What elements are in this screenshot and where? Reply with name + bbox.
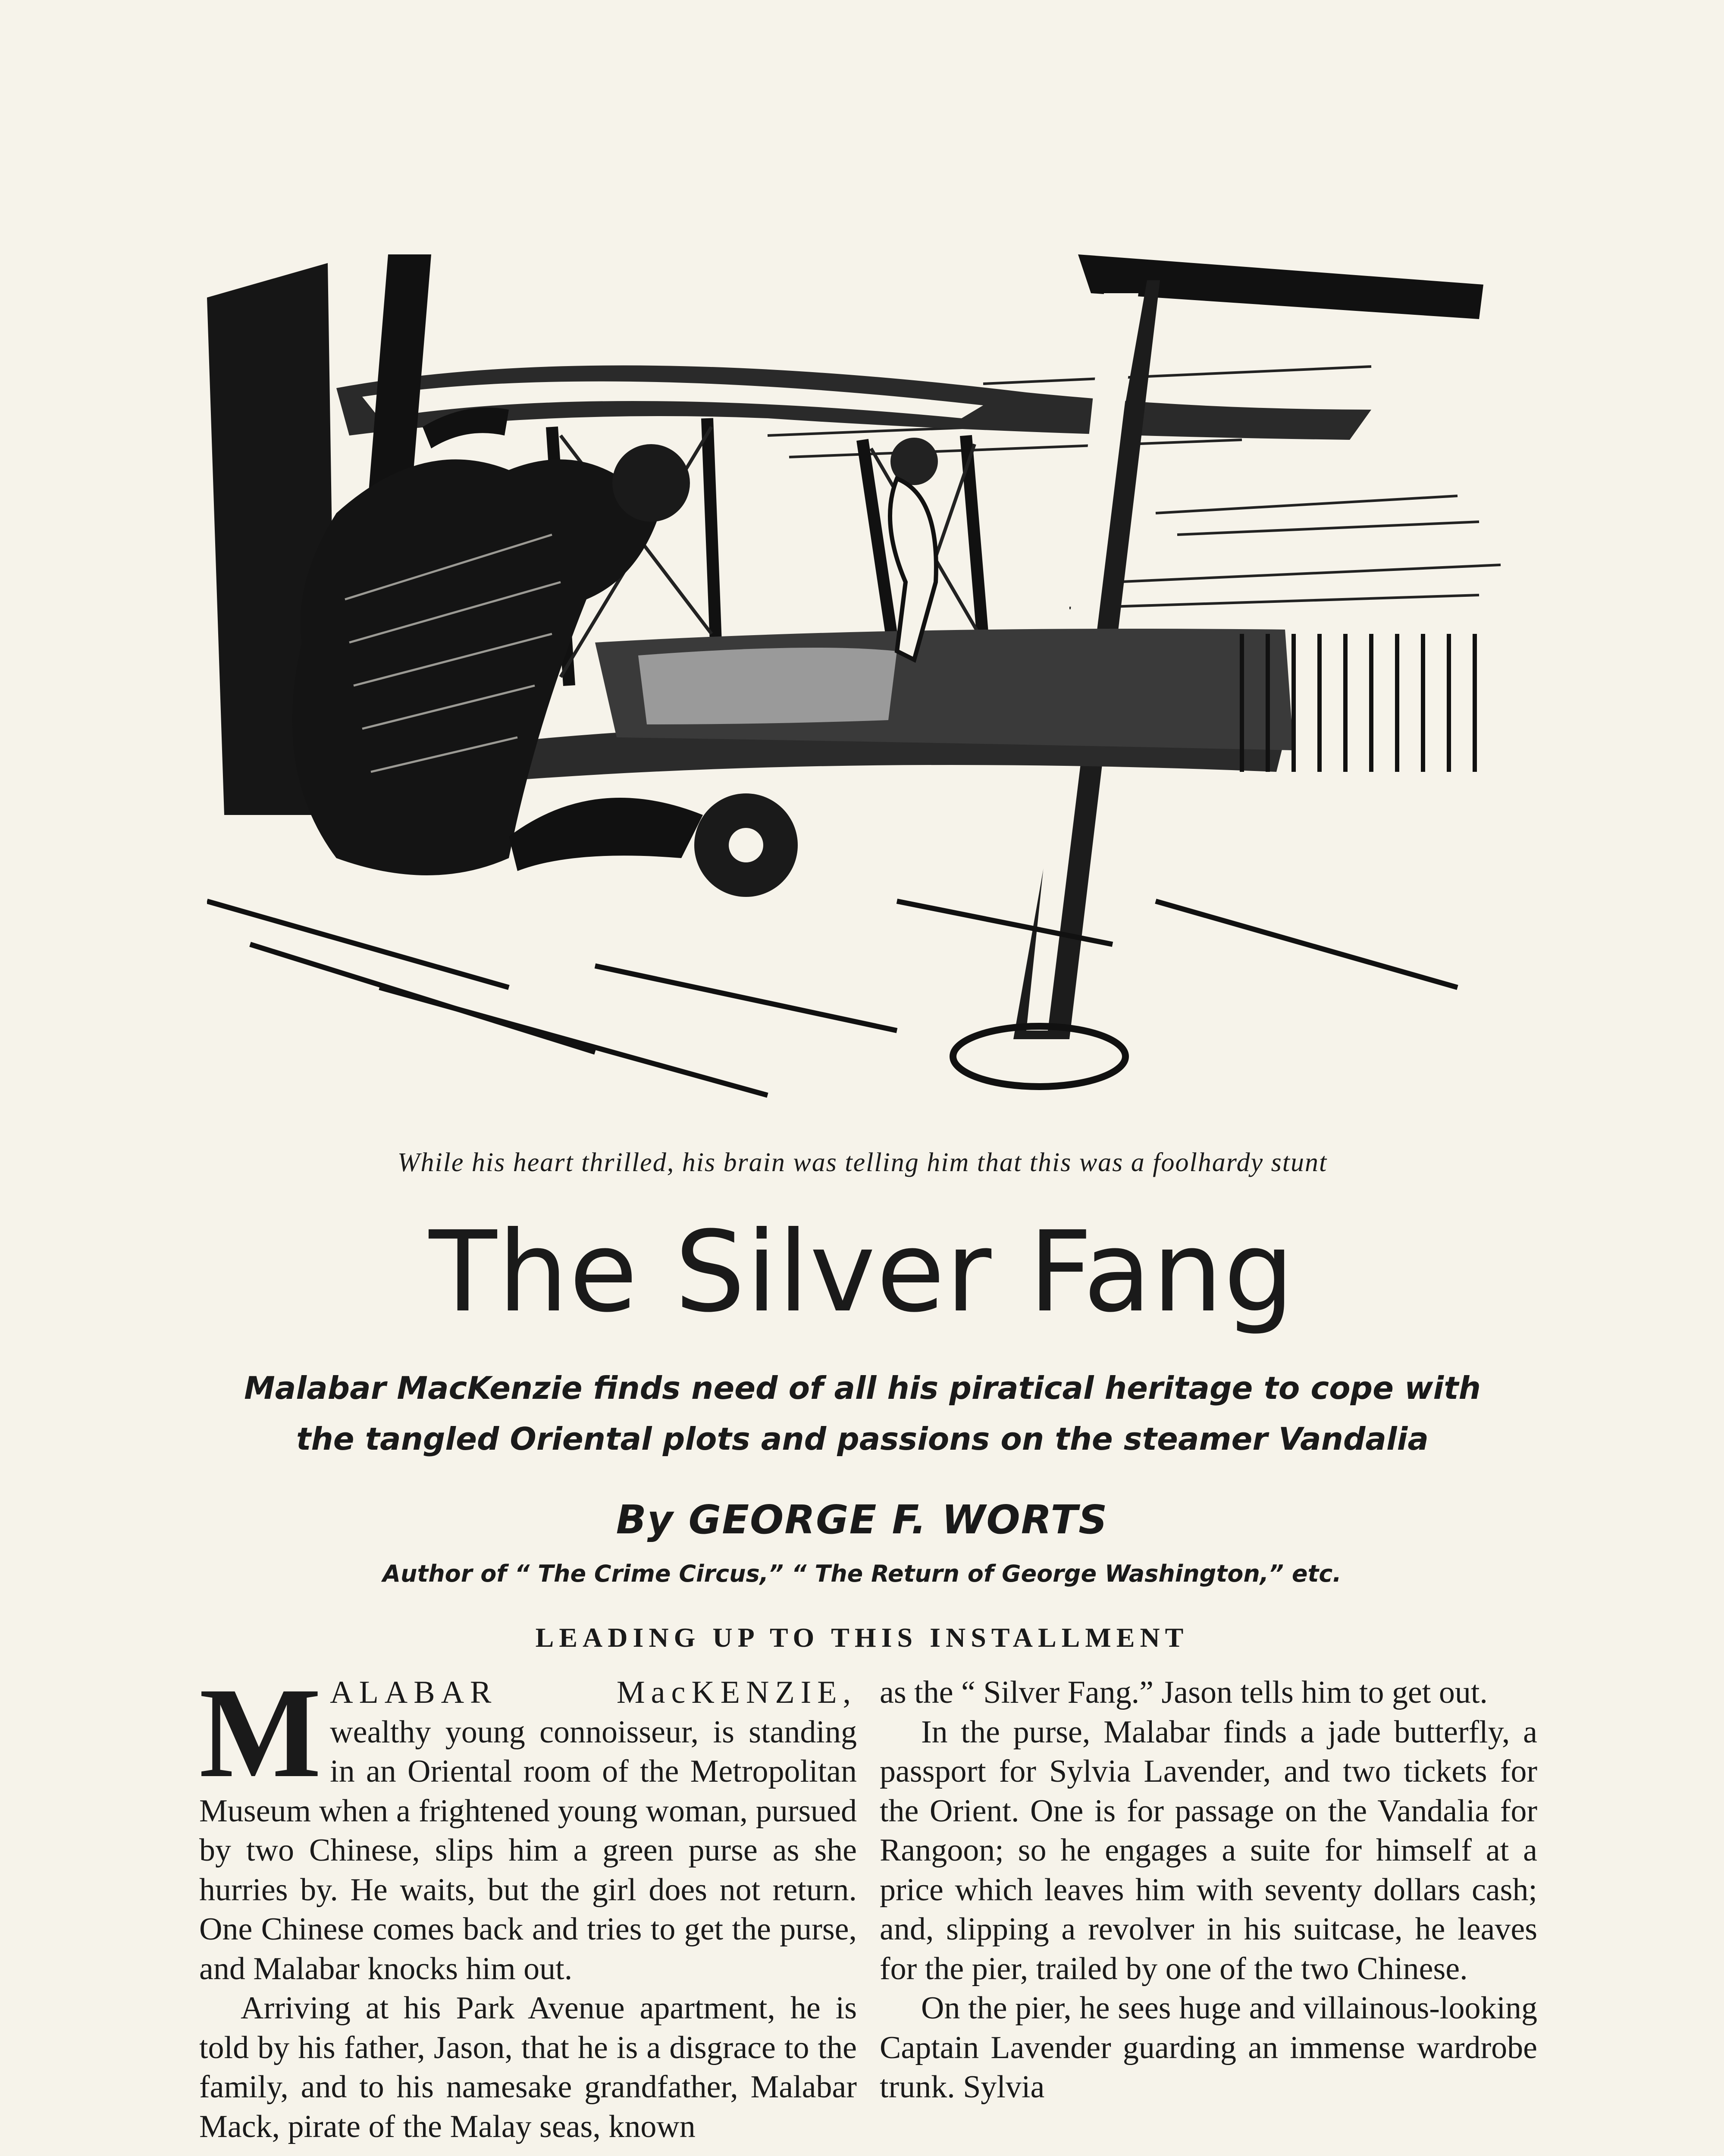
story-title: The Silver Fang <box>429 1207 1295 1337</box>
paragraph-2-continued: as the “ Silver Fang.” Jason tells him to get out. <box>880 1675 1488 1710</box>
name-smallcaps: ALABAR MacKENZIE, <box>330 1675 857 1710</box>
section-heading: LEADING UP TO THIS INSTALLMENT <box>535 1622 1189 1653</box>
column-right <box>880 1673 1537 2107</box>
paragraph-1-text: wealthy young connoisseur, is standing in an Oriental room of the Metropolitan Museum when a frightened young woman, pursued by two Chinese, slips him a green purse as she hurries by. He waits, but the girl does not return. One Chinese comes back and tries to get the purse, and Malabar knocks him out. <box>199 1714 857 1987</box>
paragraph-1 <box>199 1661 857 1989</box>
drop-cap: M <box>199 1661 322 1804</box>
column-left <box>199 1661 857 2147</box>
paragraph-2: Arriving at his Park Avenue apartment, he is told by his father, Jason, that he is a disgrace to the family, and to his namesake grandfather, Malabar Mack, pirate of the Malay seas, known <box>199 1990 857 2144</box>
illustration-drawing <box>207 254 1527 1138</box>
story-subtitle: Malabar MacKenzie finds need of all his piratical heritage to cope with the tangled Oriental plots and passions on the steamer Vandalia <box>244 1370 1481 1457</box>
illustration-caption: While his heart thrilled, his brain was telling him that this was a foolhardy stunt <box>397 1148 1328 1177</box>
biplane-illustration <box>207 254 1527 1138</box>
paragraph-3: In the purse, Malabar finds a jade butterfly, a passport for Sylvia Lavender, and two tickets for the Orient. One is for passage on the Vandalia for Rangoon; so he engages a suite for himself at a price which leaves him with seventy dollars cash; and, slipping a revolver in his suitcase, he leaves for the pier, trailed by one of the two Chinese. <box>880 1714 1537 1987</box>
author-credits: Author of “ The Crime Circus,” “ The Return of George Washington,” etc. <box>382 1560 1342 1587</box>
byline: By GEORGE F. WORTS <box>616 1497 1108 1543</box>
paragraph-4: On the pier, he sees huge and villainous-looking Captain Lavender guarding an immense wardrobe trunk. Sylvia <box>880 1990 1537 2105</box>
